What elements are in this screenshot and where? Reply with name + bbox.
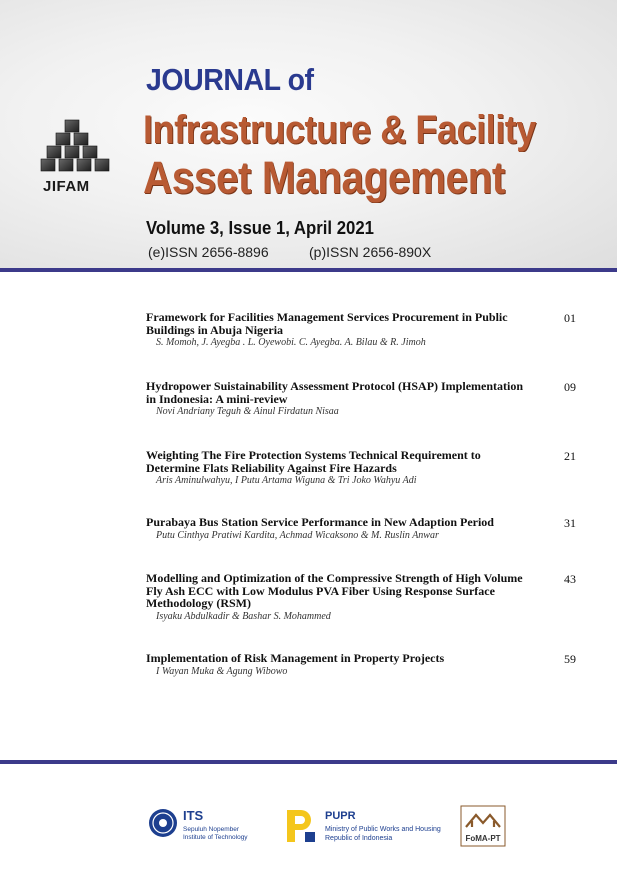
- toc-entry[interactable]: [146, 516, 586, 541]
- pupr-line2: Republic of Indonesia: [325, 835, 393, 842]
- divider-bottom: [0, 760, 617, 764]
- article-authors: Aris Aminulwahyu, I Putu Artama Wiguna & Tri Joko Wahyu Adi: [156, 475, 417, 486]
- article-title[interactable]: Purabaya Bus Station Service Performance in New Adaption Period: [146, 515, 494, 529]
- its-line2: Institute of Technology: [183, 834, 248, 841]
- article-page: 43: [564, 572, 576, 586]
- jifam-logo: [38, 118, 118, 178]
- toc-entry[interactable]: [146, 311, 586, 348]
- article-title[interactable]: Hydropower Suistainability Assessment Protocol (HSAP) Implementation in Indonesia: A mini-review: [146, 379, 524, 406]
- toc-entry[interactable]: [146, 449, 586, 486]
- toc-entry[interactable]: [146, 652, 586, 677]
- article-page: 09: [564, 380, 576, 394]
- divider-top: [0, 268, 617, 272]
- its-name: ITS: [183, 808, 204, 823]
- journal-title-line1: Infrastructure & Facility: [143, 108, 536, 152]
- article-authors: Putu Cinthya Pratiwi Kardita, Achmad Wicaksono & M. Ruslin Anwar: [156, 529, 439, 541]
- eissn: (e)ISSN 2656-8896: [148, 244, 269, 260]
- article-title[interactable]: Implementation of Risk Management in Property Projects: [146, 651, 445, 665]
- its-emblem-icon: [149, 809, 177, 837]
- its-logo: [147, 805, 267, 845]
- article-page: 01: [564, 311, 576, 325]
- article-authors: I Wayan Muka & Agung Wibowo: [156, 665, 288, 677]
- pupr-logo: [283, 806, 443, 846]
- article-page: 21: [564, 449, 576, 463]
- foma-logo: [460, 805, 506, 847]
- article-title[interactable]: Framework for Facilities Management Services Procurement in Public Buildings in Abuja Nigeria: [146, 310, 508, 337]
- article-authors: Novi Andriany Teguh & Ainul Firdatun Nisaa: [156, 406, 339, 417]
- article-page: 31: [564, 516, 576, 530]
- pupr-line1: Ministry of Public Works and Housing: [325, 826, 441, 833]
- toc-entry[interactable]: [146, 380, 586, 417]
- journal-title-line2: Asset Management: [143, 152, 505, 203]
- journal-of-heading: JOURNAL of: [146, 62, 314, 97]
- foma-name: FoMA-PT: [465, 834, 501, 843]
- pupr-emblem-icon: [287, 810, 315, 842]
- logo-text: JIFAM: [43, 178, 90, 195]
- article-authors: Isyaku Abdulkadir & Bashar S. Mohammed: [156, 610, 331, 622]
- pissn: (p)ISSN 2656-890X: [309, 244, 432, 260]
- article-title[interactable]: Weighting The Fire Protection Systems Technical Requirement to Determine Flats Reliability Against Fire Hazards: [146, 448, 481, 475]
- article-title[interactable]: Modelling and Optimization of the Compressive Strength of High Volume Fly Ash ECC with Low Modulus PVA Fiber Using Response Surface Methodology (RSM): [146, 571, 523, 610]
- its-line1: Sepuluh Nopember: [183, 826, 240, 833]
- pupr-name: PUPR: [325, 810, 356, 822]
- toc-entry[interactable]: [146, 572, 586, 622]
- article-authors: S. Momoh, J. Ayegba . L. Oyewobi. C. Ayegba. A. Bilau & R. Jimoh: [156, 337, 426, 348]
- article-page: 59: [564, 652, 576, 666]
- volume-issue: Volume 3, Issue 1, April 2021: [146, 218, 374, 238]
- cubes-icon: [38, 118, 118, 178]
